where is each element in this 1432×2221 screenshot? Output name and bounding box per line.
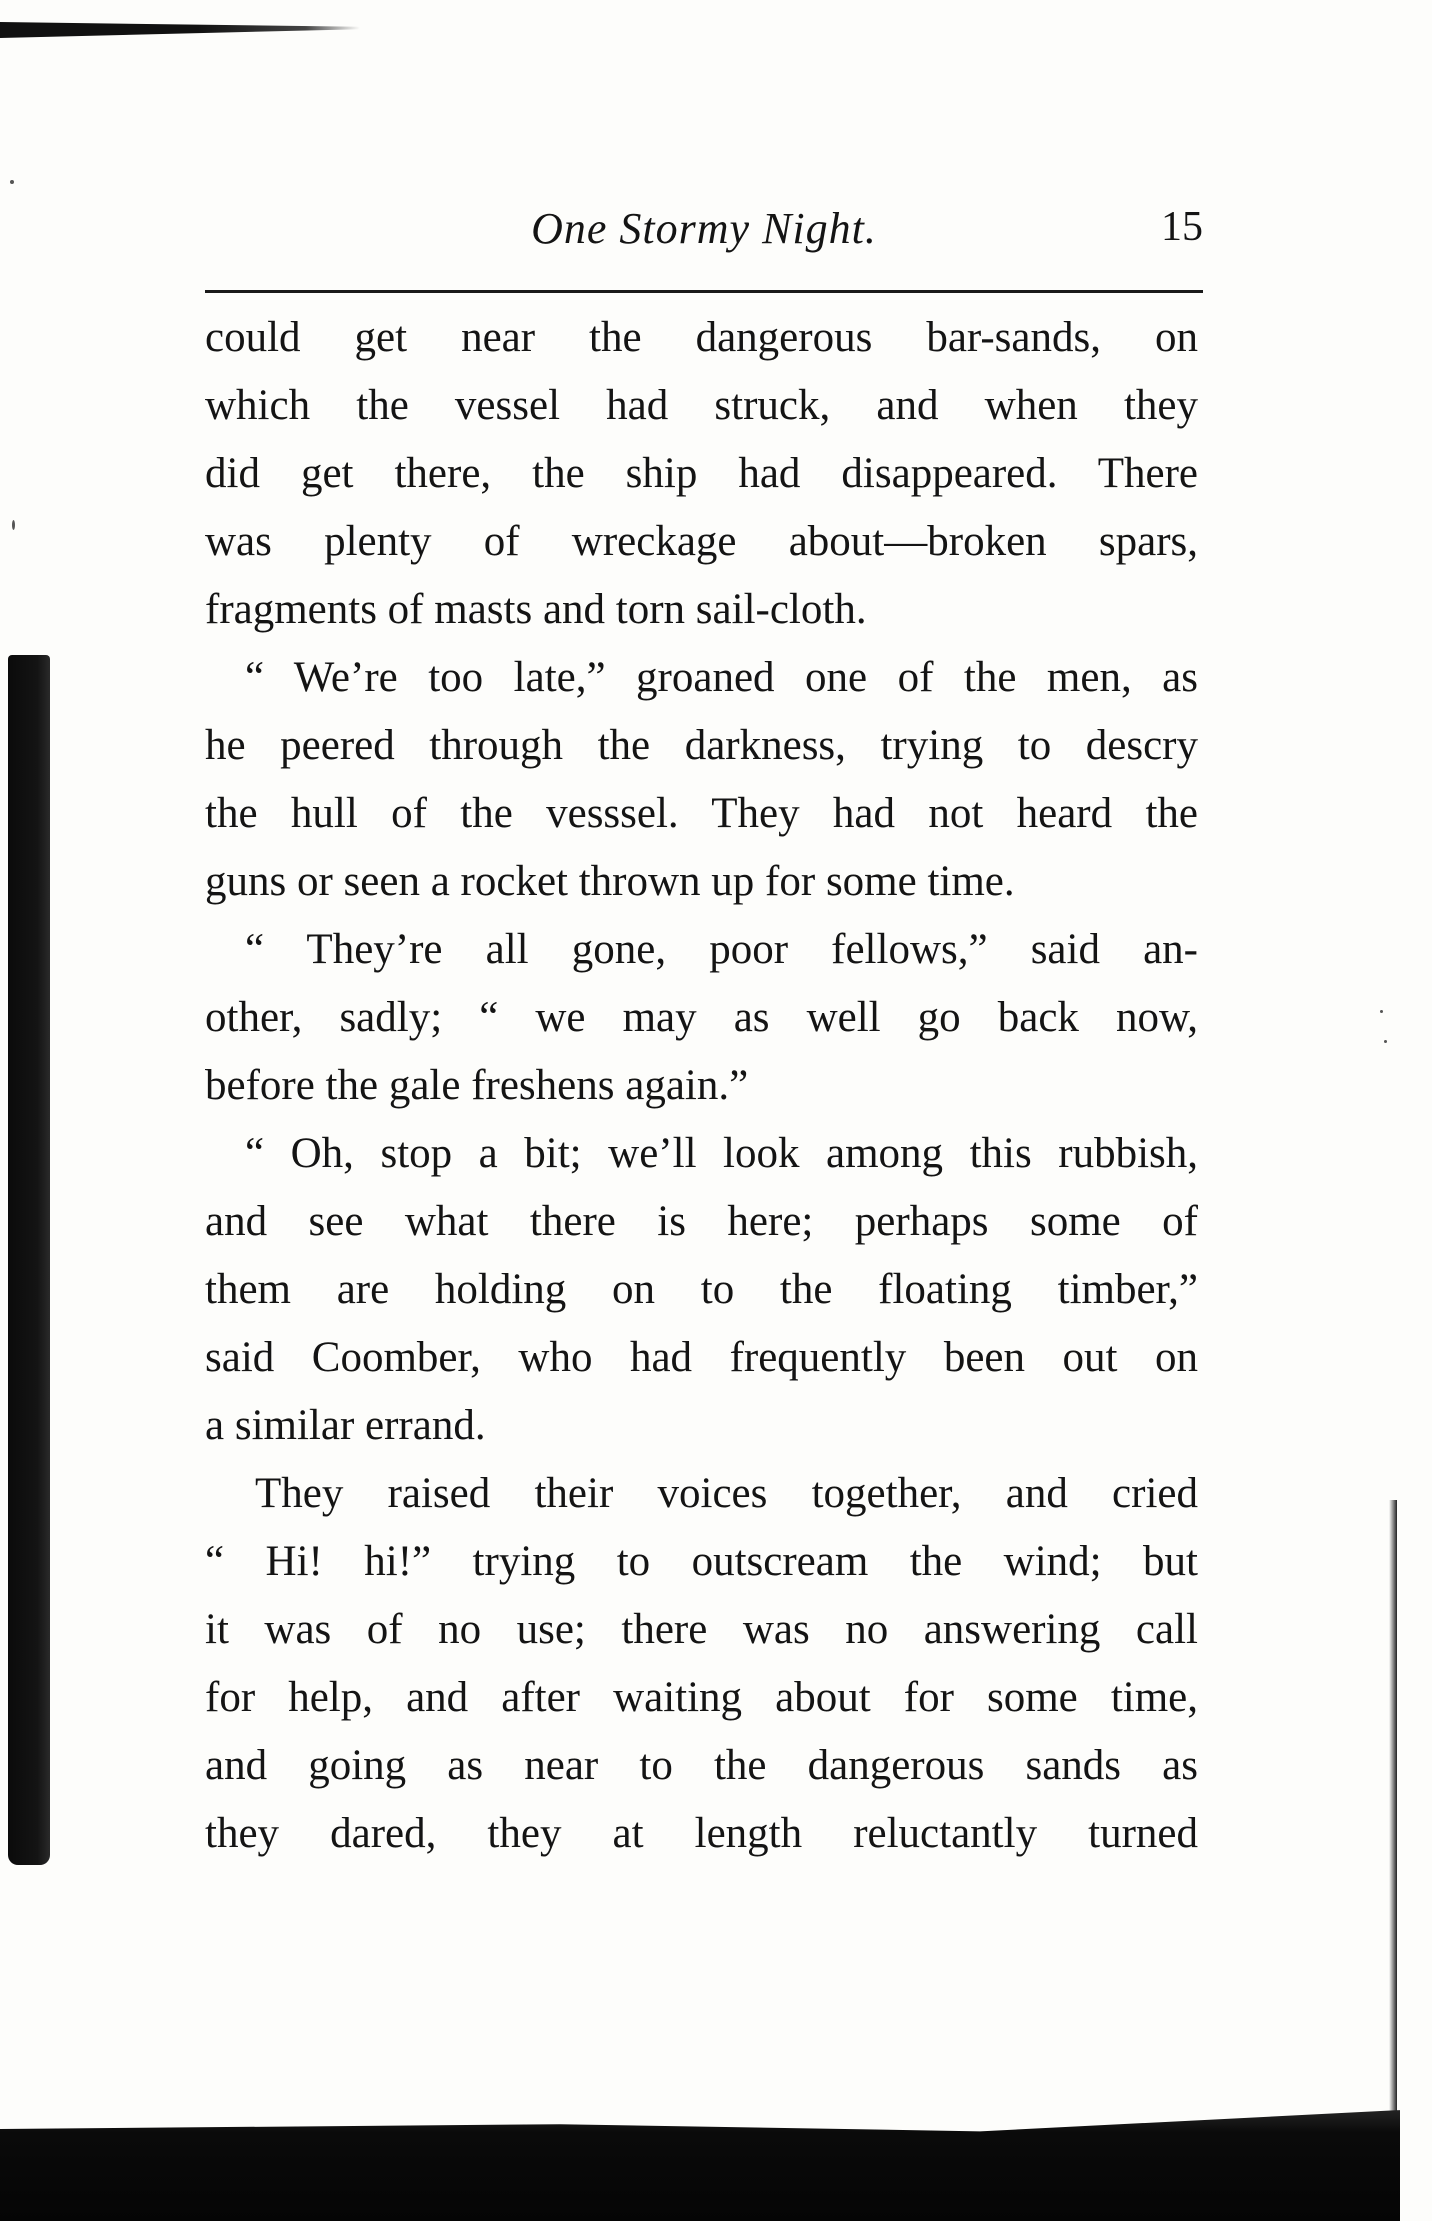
text-line: before the gale freshens again.” xyxy=(205,1062,749,1109)
text-line: could get near the dangerous bar-sands, on xyxy=(205,314,1198,361)
text-line: for help, and after waiting about for some time, xyxy=(205,1674,1198,1721)
text-line: “ We’re too late,” groaned one of the men, as xyxy=(245,654,1198,701)
scan-speck xyxy=(10,180,14,184)
text-line: “ They’re all gone, poor fellows,” said an- xyxy=(245,926,1198,973)
text-line: they dared, they at length reluctantly turned xyxy=(205,1810,1198,1857)
scan-edge-left xyxy=(8,655,50,1865)
text-line: They raised their voices together, and cried xyxy=(255,1470,1198,1517)
text-line: a similar errand. xyxy=(205,1402,486,1449)
scan-speck xyxy=(1384,1040,1387,1043)
text-line: it was of no use; there was no answering call xyxy=(205,1606,1198,1653)
scan-speck xyxy=(1380,1010,1383,1013)
body-text xyxy=(205,304,1198,1868)
text-line: “ Hi! hi!” trying to outscream the wind; but xyxy=(205,1538,1198,1585)
text-line: fragments of masts and torn sail-cloth. xyxy=(205,586,867,633)
text-line: “ Oh, stop a bit; we’ll look among this rubbish, xyxy=(245,1130,1198,1177)
text-line: was plenty of wreckage about—broken spars, xyxy=(205,518,1198,565)
header-rule xyxy=(205,290,1203,293)
page-number: 15 xyxy=(1161,204,1203,250)
text-line: the hull of the vesssel. They had not heard the xyxy=(205,790,1198,837)
text-line: other, sadly; “ we may as well go back now, xyxy=(205,994,1198,1041)
text-line: he peered through the darkness, trying to descry xyxy=(205,722,1198,769)
text-line: did get there, the ship had disappeared. There xyxy=(205,450,1198,497)
text-line: and going as near to the dangerous sands as xyxy=(205,1742,1198,1789)
scan-edge-bottom xyxy=(0,2103,1400,2221)
running-head xyxy=(205,195,1203,265)
text-line: guns or seen a rocket thrown up for some time. xyxy=(205,858,1015,905)
running-title: One Stormy Night. xyxy=(531,204,877,253)
text-line: and see what there is here; perhaps some of xyxy=(205,1198,1198,1245)
scan-edge-right xyxy=(1389,1500,1397,2140)
text-line: said Coomber, who had frequently been out on xyxy=(205,1334,1198,1381)
text-line: them are holding on to the floating timber,” xyxy=(205,1266,1198,1313)
scan-edge-top xyxy=(0,22,360,38)
text-line: which the vessel had struck, and when they xyxy=(205,382,1198,429)
scan-speck xyxy=(12,520,15,530)
